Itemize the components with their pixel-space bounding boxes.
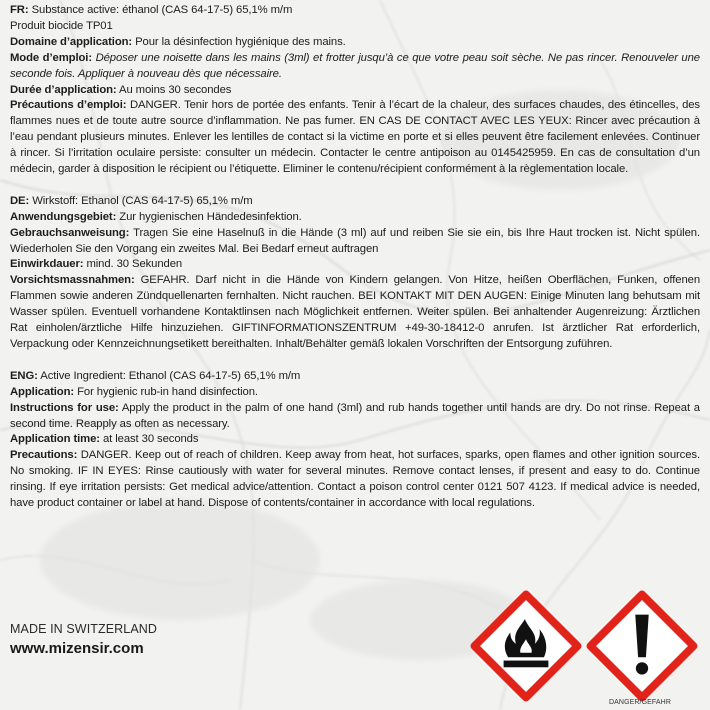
- fr-precautions: Précautions d’emploi: DANGER. Tenir hors de portée des enfants. Tenir à l’écart de la chaleur, des surfaces chaudes, des étincelles, des flammes nues et de toute autre source d’inflammation. Ne pas fumer. EN CAS DE CONTACT AVEC LES YEUX: Rincer avec précaution à l’eau pendant plusieurs minutes. Enlever les lentilles de contact si la victime en porte et si elles peuvent être facilement enlevées. Continuer à rincer. Si l’irritation oculaire persiste: consulter un médecin. Contacter le centre antipoison au 0145425959. En cas de consultation d’un médecin, garder à disposition le récipient ou l’étiquette. Eliminer le contenu/récipient conformément à la règlementation locale.: [10, 99, 700, 176]
- de-usage: Gebrauchsanweisung: Tragen Sie eine Haselnuß in die Hände (3 ml) auf und reiben Sie sie ein, bis Ihre Haut trocken ist. Nicht spülen. Wiederholen Sie den Vorgang ein zweites Mal. Bei Bedarf erneut auftragen: [10, 226, 700, 255]
- fr-substance: FR: Substance active: éthanol (CAS 64-17-5) 65,1% m/m: [10, 4, 293, 16]
- en-time: Application time: at least 30 seconds: [10, 433, 199, 446]
- website-link[interactable]: www.mizensir.com: [10, 640, 144, 657]
- fr-domain: Domaine d’application: Pour la désinfection hygiénique des mains.: [10, 35, 346, 48]
- en-application: Application: For hygienic rub-in hand disinfection.: [10, 385, 258, 398]
- de-precautions: Vorsichtsmassnahmen: GEFAHR. Darf nicht in die Hände von Kindern gelangen. Von Hitze, heißen Oberflächen, Funken, offenen Flammen sowie anderen Zündquellenarten fernhalten. Nicht rauchen. BEI KONTAKT MIT DEN AUGEN: Einige Minuten lang behutsam mit Wasser spülen. Eventuell vorhandene Kontaktlinsen nach Möglichkeit entfernen. Weiter spülen. Bei anhaltender Augenreizung: Ärztlichen Rat einholen/ärztliche Hilfe hinzuziehen. GIFTINFORMATIONSZENTRUM +49-30-18412-0 anrufen. Ist ärztlicher Rat erforderlich, Verpackung oder Kennzeichnungsetikett bereithalten. Inhalt/Behälter gemäß lokalen Vorschriften der Entsorgung zuführen.: [10, 274, 700, 351]
- fr-label: FR:: [10, 4, 29, 16]
- en-substance: ENG: Active Ingredient: Ethanol (CAS 64-17-5) 65,1% m/m: [10, 369, 301, 382]
- de-label: DE:: [10, 194, 30, 207]
- fr-mode: Mode d’emploi: Déposer une noisette dans les mains (3ml) et frotter jusqu’à ce que votre peau soit sèche. Ne pas rincer. Renouveler une seconde fois. Appliquer à nouveau dès que nécessaire.: [10, 51, 700, 80]
- en-precautions: Precautions: DANGER. Keep out of reach of children. Keep away from heat, hot surfaces, sparks, open flames and other ignition sources. No smoking. IF IN EYES: Rinse cautiously with water for several minutes. Remove contact lenses, if present and easy to do. Continue rinsing. If eye irritation persists: Get medical advice/attention. Contact a poison control center 0121 507 4123. If medical advice is needed, have product container or label at hand. Dispose of contents/container in accordance with local regulations.: [10, 449, 700, 510]
- de-duration: Einwirkdauer: mind. 30 Sekunden: [10, 258, 183, 271]
- de-substance: DE: Wirkstoff: Ethanol (CAS 64-17-5) 65,1% m/m: [10, 194, 253, 207]
- en-instructions: Instructions for use: Apply the product in the palm of one hand (3ml) and rub hands together until hands are dry. Do not rinse. Repeat a second time. Reapply as often as necessary.: [10, 401, 700, 430]
- hazard-label: DANGER/GEFAHR: [609, 699, 671, 706]
- label-text: [10, 3, 700, 512]
- fr-duration: Durée d’application: Au moins 30 secondes: [10, 83, 232, 96]
- exclamation-icon: [586, 590, 698, 702]
- de-area: Anwendungsgebiet: Zur hygienischen Händedesinfektion.: [10, 210, 302, 223]
- fr-product-type: Produit biocide TP01: [10, 19, 113, 32]
- flame-icon: [470, 590, 582, 702]
- made-in-text: MADE IN SWITZERLAND: [10, 622, 158, 636]
- en-label: ENG:: [10, 369, 38, 382]
